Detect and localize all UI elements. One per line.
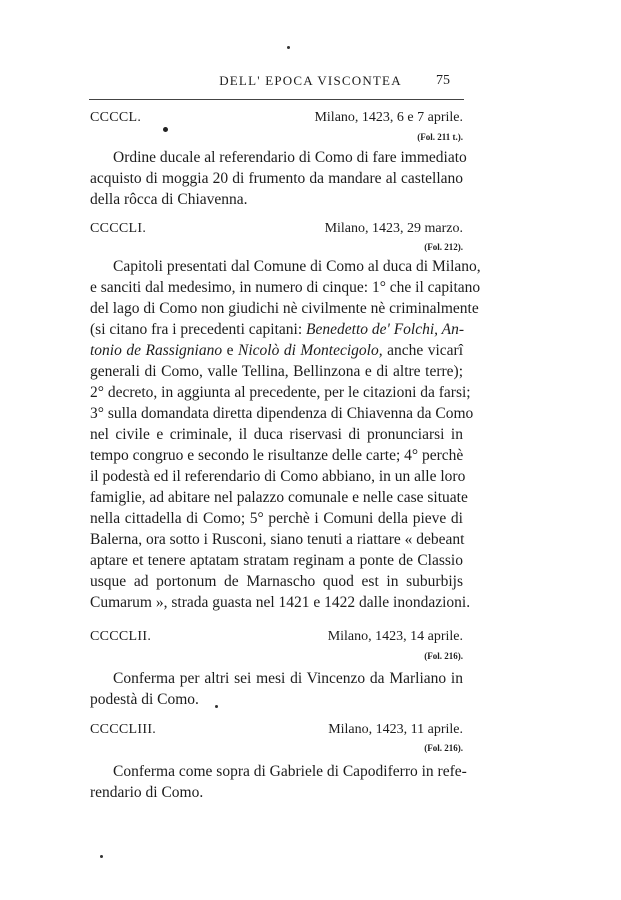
entry-text-line: aptare et tenere aptatam stratam reginam a ponte de Classio [90,552,463,569]
entry-folio-ref: (Fol. 216). [424,743,463,753]
entry-text-line: Conferma per altri sei mesi di Vincenzo da Marliano in [113,670,463,687]
page-number: 75 [436,73,450,88]
entry-text-line: Conferma come sopra di Gabriele di Capodiferro in refe- [113,763,467,780]
entry-text-line: e sanciti dal medesimo, in numero di cinque: 1° che il capitano [90,279,481,296]
text-segment: (si citano fra i precedenti capitani: [90,321,303,338]
italic-names: Nicolò di Montecigolo, [238,342,383,359]
entry-folio-ref: (Fol. 212). [424,242,463,252]
scan-speck [215,705,218,708]
entry-text-line: 2° decreto, in aggiunta al precedente, per le citazioni da farsi; [90,384,471,401]
header-rule [89,99,464,100]
entry-text-line: il podestà ed il referendario di Como abbiano, in un alle loro [90,468,466,485]
entry-date: Milano, 1423, 14 aprile. [327,629,463,644]
entry-text-line: della rôcca di Chiavenna. [90,191,248,208]
text-segment: e [226,342,234,359]
entry-date: Milano, 1423, 29 marzo. [324,221,463,236]
entry-text-line: generali di Como, valle Tellina, Bellinzona e di altre terre); [90,363,463,380]
entry-folio-ref: (Fol. 211 t.). [417,132,463,142]
entry-text-line: usque ad portonum de Marnascho quod est in suburbijs [90,573,463,590]
italic-names: Benedetto de' Folchi, An- [306,321,465,338]
ink-dot [163,127,168,132]
entry-id: CCCCL. [90,110,142,125]
entry-id: CCCCLI. [90,221,147,236]
entry-text-line: podestà di Como. [90,691,199,708]
scan-speck [100,855,103,858]
entry-text-line: del lago di Como non giudichi nè civilmente nè criminalmente [90,300,479,317]
entry-text-line: acquisto di moggia 20 di frumento da mandare al castellano [90,170,463,187]
italic-names: tonio de Rassigniano [90,342,223,359]
entry-text-line [90,321,463,339]
entry-id: CCCCLII. [90,629,152,644]
entry-folio-ref: (Fol. 216). [424,651,463,661]
entry-text-line: 3° sulla domandata diretta dipendenza di Chiavenna da Como [90,405,474,422]
text-segment: anche vicarî [387,342,464,359]
entry-id: CCCCLIII. [90,722,157,737]
entry-text-line: Capitoli presentati dal Comune di Como al duca di Milano, [113,258,481,275]
entry-date: Milano, 1423, 11 aprile. [328,722,463,737]
entry-text-line: rendario di Como. [90,784,204,801]
entry-text-line: famiglie, ad abitare nel palazzo comunale e nelle case situate [90,489,468,506]
entry-text-line: nella cittadella di Como; 5° perchè i Comuni della pieve di [90,510,463,527]
scan-speck [287,46,290,49]
entry-text-line: tempo congruo e secondo le risultanze delle carte; 4° perchè [90,447,464,464]
running-header: DELL' EPOCA VISCONTEA [219,73,402,88]
entry-text-line [90,342,463,360]
entry-text-line: Balerna, ora sotto i Rusconi, siano tenuti a riattare « debeant [90,531,465,548]
entry-date: Milano, 1423, 6 e 7 aprile. [314,110,463,125]
entry-text-line: Cumarum », strada guasta nel 1421 e 1422 dalle inondazioni. [90,594,471,611]
entry-text-line: nel civile e criminale, il duca riservasi di pronunciarsi in [90,426,463,443]
entry-text-line: Ordine ducale al referendario di Como di fare immediato [113,149,467,166]
